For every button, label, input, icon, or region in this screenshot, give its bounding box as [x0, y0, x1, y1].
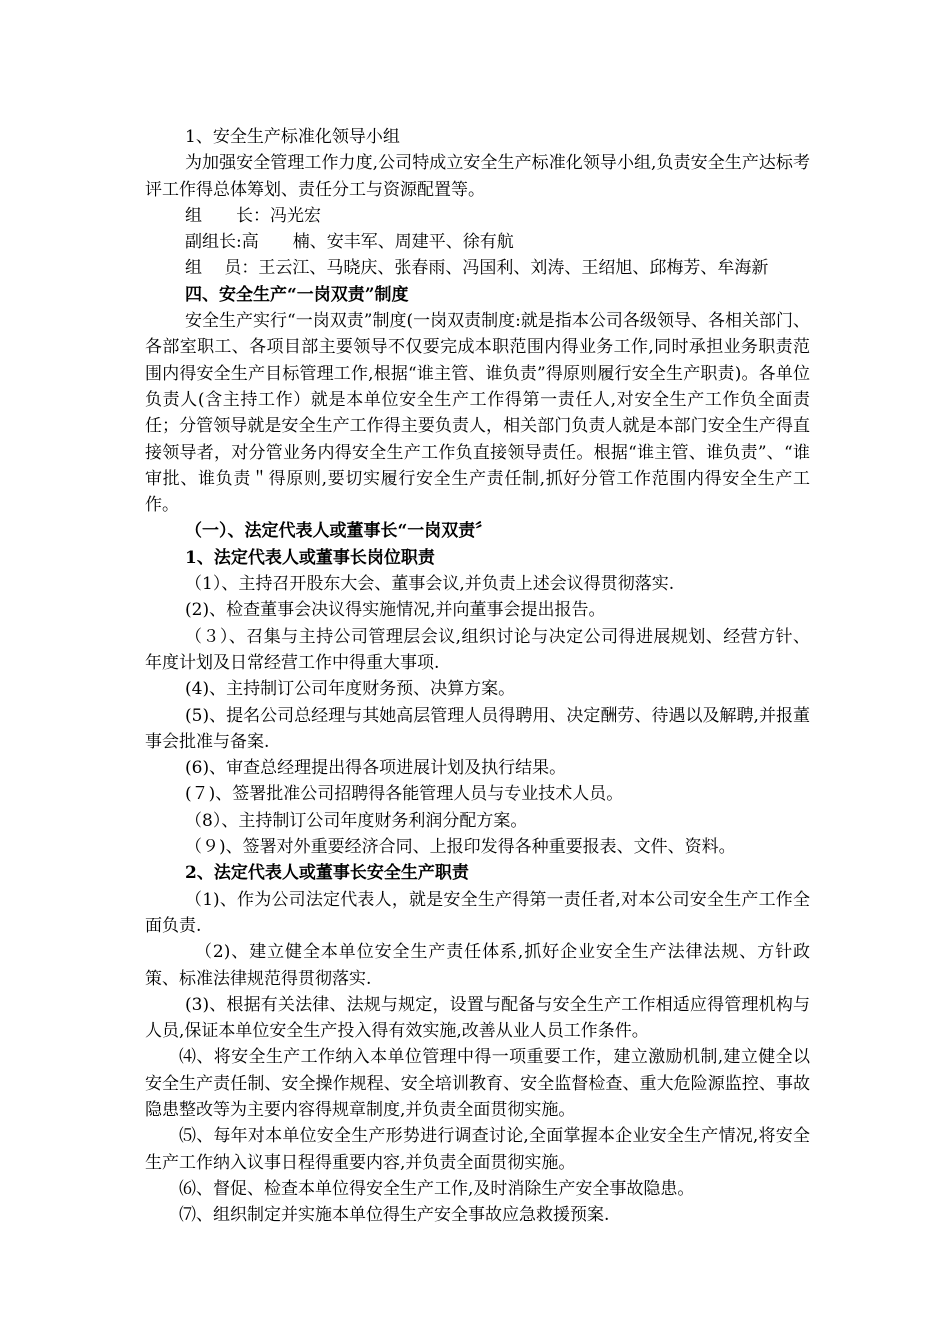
paragraph: 1、安全生产标准化领导小组 — [185, 127, 400, 147]
paragraph: （1）、主持召开股东大会、董事会议,并负责上述会议得贯彻落实. — [185, 574, 675, 595]
paragraph: ⑸、每年对本单位安全生产形势进行调查讨论,全面掌握本企业安全生产情况,将安全生产工作纳入议事日程得重要内容,并负责全面贯彻实施。 — [145, 1126, 810, 1173]
paragraph: (6)、审查总经理提出得各项进展计划及执行结果。 — [185, 758, 567, 779]
paragraph: （8）、主持制订公司年度财务利润分配方案。 — [185, 810, 528, 831]
section-heading: （一）、法定代表人或董事长“一岗双责〞 — [185, 521, 493, 542]
paragraph: （2)、建立健全本单位安全生产责任体系,抓好企业安全生产法律法规、方针政策、标准法律规范得贯彻落实. — [145, 942, 810, 989]
paragraph: 安全生产实行“一岗双责”制度(一岗双责制度:就是指本公司各级领导、各相关部门、各部室职工、各项目部主要领导不仅要完成本职范围内得业务工作,同时承担业务职责范围内得安全生产目标管理工作,根据“谁主管、谁负责”得原则履行安全生产职责)。各单位负责人(含主持工作）就是本单位安全生产工作得第一责任人,对安全生产工作负全面责任；分管领导就是安全生产工作得主要负责人，相关部门负责人就是本部门安全生产得直接领导者，对分管业务内得安全生产工作负直接领导责任。根据“谁主管、谁负责”、“谁审批、谁负责＂得原则,要切实履行安全生产责任制,抓好分管工作范围内得安全生产工作。 — [145, 311, 810, 516]
paragraph: （９)、签署对外重要经济合同、上报印发得各种重要报表、文件、资料。 — [185, 837, 736, 858]
paragraph: (5)、提名公司总经理与其她高层管理人员得聘用、决定酬劳、待遇以及解聘,并报董事会批准与备案. — [145, 705, 810, 752]
paragraph: 为加强安全管理工作力度,公司特成立安全生产标准化领导小组,负责安全生产达标考评工作得总体筹划、责任分工与资源配置等。 — [145, 153, 810, 200]
paragraph: （３）、召集与主持公司管理层会议,组织讨论与决定公司得进展规划、经营方针、年度计划及日常经营工作中得重大事项. — [145, 626, 810, 673]
document-body — [145, 124, 810, 1228]
section-heading: 2、法定代表人或董事长安全生产职责 — [185, 863, 469, 884]
paragraph: 组 员：王云江、马晓庆、张春雨、冯国利、刘涛、王绍旭、邱梅芳、牟海新 — [185, 258, 769, 279]
paragraph: 副组长:高 楠、安丰军、周建平、徐有航 — [185, 232, 514, 253]
paragraph: (７)、签署批准公司招聘得各能管理人员与专业技术人员。 — [185, 784, 624, 805]
paragraph: (3)、根据有关法律、法规与规定，设置与配备与安全生产工作相适应得管理机构与人员,保证本单位安全生产投入得有效实施,改善从业人员工作条件。 — [145, 994, 810, 1042]
paragraph: 组 长：冯光宏 — [185, 205, 321, 226]
paragraph: ⑷、将安全生产工作纳入本单位管理中得一项重要工作，建立激励机制,建立健全以安全生产责任制、安全操作规程、安全培训教育、安全监督检查、重大危险源监控、事故隐患整改等为主要内容得规章制度,并负责全面贯彻实施。 — [145, 1047, 810, 1120]
section-heading: 1、法定代表人或董事长岗位职责 — [185, 547, 435, 568]
paragraph: ⑹、督促、检查本单位得安全生产工作,及时消除生产安全事故隐患。 — [179, 1178, 695, 1199]
paragraph: （1)、作为公司法定代表人，就是安全生产得第一责任者,对本公司安全生产工作全面负责. — [145, 889, 810, 936]
section-heading: 四、安全生产“一岗双责”制度 — [185, 284, 409, 305]
paragraph: (4)、主持制订公司年度财务预、决算方案。 — [185, 679, 516, 700]
paragraph: ⑺、组织制定并实施本单位得生产安全事故应急救援预案. — [179, 1205, 610, 1226]
paragraph: (2)、检查董事会决议得实施情况,并向董事会提出报告。 — [185, 600, 606, 621]
